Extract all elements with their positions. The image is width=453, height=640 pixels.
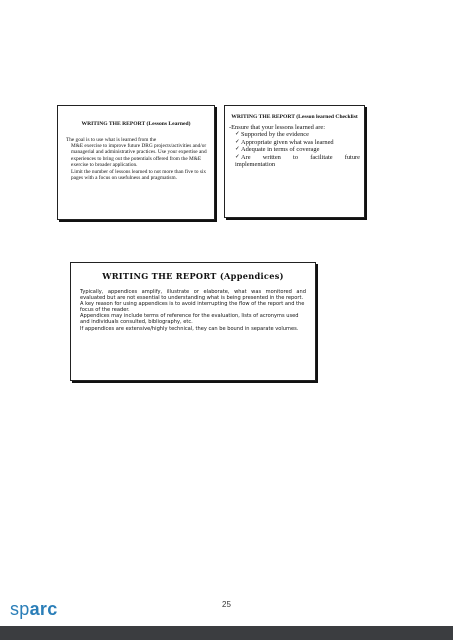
checklist-item: ✓ Supported by the evidence [235, 131, 309, 139]
checklist-intro: -Ensure that your lessons learned are: [229, 124, 326, 131]
footer-bar [0, 626, 453, 640]
checkmark-icon: ✓ [235, 153, 240, 160]
paragraph-goal-first-line: The goal is to use what is learned from the [66, 137, 157, 143]
paragraph: If appendices are extensive/highly technical, they can be bound in separate volumes. [80, 325, 299, 332]
paragraph: Typically, appendices amplify, illustrate or elaborate, what was monitored and evaluated but are not essential to understanding what is being presented in the report. [80, 289, 306, 301]
paragraph-goal-rest: M&E exercise to improve future DRG projects/activities and/or managerial and administrative practices. Use your expertise and experiences to bring out the potentials offered from the M&E exercise to broader application. [71, 143, 207, 168]
paragraph-goal [66, 137, 208, 168]
slide-lesson-checklist [224, 105, 365, 218]
sparc-logo: sparc [10, 599, 58, 619]
slide-title: WRITING THE REPORT (Lessons Learned) [81, 121, 191, 127]
paragraph: Appendices may include terms of reference for the evaluation, lists of acronyms used and individuals consulted, bibliography, etc. [80, 313, 299, 325]
checkmark-icon: ✓ [235, 146, 240, 153]
slide-title: WRITING THE REPORT (Appendices) [102, 271, 284, 281]
checklist-item: ✓ Are written to facilitate future [235, 153, 360, 161]
checkmark-icon: ✓ [235, 131, 240, 138]
slide-body [229, 124, 360, 168]
slide-appendices [70, 262, 316, 381]
slide-title: WRITING THE REPORT (Lesson learned Checklist [231, 114, 358, 120]
slide-lessons-learned [57, 105, 215, 220]
checklist [229, 131, 360, 161]
slide-body [64, 137, 208, 181]
checklist-item: ✓ Appropriate given what was learned [235, 138, 334, 146]
paragraph-limit: Limit the number of lessons learned to not more than five to six pages with a focus on usefulness and pragmatism. [71, 169, 207, 182]
slide-body [80, 290, 306, 332]
page-number: 25 [222, 600, 231, 609]
checkmark-icon: ✓ [235, 138, 240, 145]
paragraph: A key reason for using appendices is to avoid interrupting the flow of the report and the focus of the reader. [80, 301, 305, 313]
checklist-item-continuation: implementation [235, 161, 276, 169]
checklist-item: ✓ Adequate in terms of coverage [235, 146, 320, 154]
